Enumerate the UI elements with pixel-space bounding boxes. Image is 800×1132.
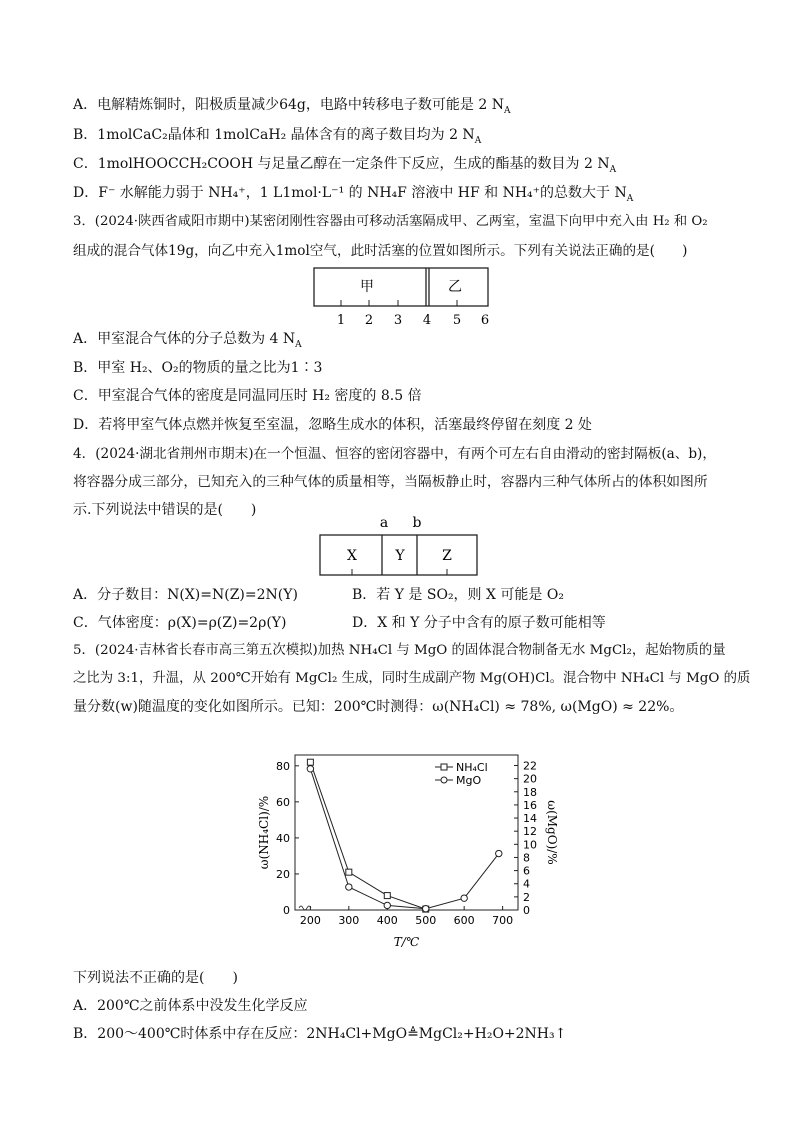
q3-stem-line1: 3．(2024·陕西省咸阳市期中)某密闭刚性容器由可移动活塞隔成甲、乙两室，室温下向甲中充入由 H₂ 和 O₂ [73, 214, 708, 229]
q4-option-a: A．分子数目：N(X)=N(Z)=2N(Y) [73, 587, 298, 603]
q5-option-a: A．200℃之前体系中没发生化学反应 [73, 998, 308, 1014]
q2-option-b: B．1molCaC₂晶体和 1molCaH₂ 晶体含有的离子数目均为 2 $N_A$ [73, 127, 482, 146]
y-right-tick-label: 10 [523, 838, 537, 852]
y-right-tick-label: 12 [523, 825, 537, 839]
x-tick-label: 700 [492, 914, 514, 927]
q4-stem-line1: 4．(2024·湖北省荆州市期末)在一个恒温、恒容的密闭容器中，有两个可左右自由滑动的密封隔板(a、b)， [73, 446, 716, 462]
q3-option-b: B．甲室 H₂、O₂的物质的量之比为1∶3 [73, 360, 323, 376]
q3-option-c: C．甲室混合气体的密度是同温同压时 H₂ 密度的 8.5 倍 [73, 388, 422, 404]
scale-tick-1: 1 [336, 313, 346, 328]
q5-question: 下列说法不正确的是( ) [73, 970, 238, 986]
x-tick-label: 300 [338, 914, 360, 927]
legend-square-marker [441, 764, 447, 770]
q3-option-d: D．若将甲室气体点燃并恢复至室温，忽略生成水的体积，活塞最终停留在刻度 2 处 [73, 417, 593, 433]
scale-tick-3: 3 [393, 313, 403, 328]
y-left-tick-label: 20 [276, 867, 290, 881]
chamber-yi-label: 乙 [448, 279, 462, 295]
mgo-data-point [461, 895, 467, 901]
nh4cl-data-point [307, 759, 313, 765]
scale-tick-2: 2 [364, 313, 374, 328]
axis-break-mark [299, 906, 311, 910]
y-right-tick-label: 16 [523, 798, 537, 812]
y-left-tick-label: 80 [276, 759, 290, 773]
nh4cl-data-point [346, 869, 352, 875]
partition-b-label: b [412, 515, 422, 531]
scale-tick-4: 4 [422, 313, 432, 328]
chamber-jia-label: 甲 [360, 279, 374, 295]
q4-option-d: D．X 和 Y 分子中含有的原子数可能相等 [352, 615, 606, 631]
y-right-tick-label: 18 [523, 785, 537, 799]
mgo-data-point [384, 902, 390, 908]
y-right-tick-label: 8 [523, 851, 530, 865]
q4-stem-line3: 示.下列说法中错误的是( ) [73, 502, 257, 518]
y-right-tick-label: 20 [523, 772, 537, 786]
x-tick-label: 600 [453, 914, 475, 927]
x-axis-label: T/℃ [393, 935, 420, 949]
legend-entry: MgO [456, 774, 482, 787]
y-right-tick-label: 2 [523, 890, 530, 904]
y-right-axis-label: ω(MgO)/% [545, 800, 559, 865]
y-right-tick-label: 22 [523, 759, 537, 773]
scale-tick-6: 6 [480, 313, 490, 328]
q4-option-c: C．气体密度：ρ(X)=ρ(Z)=2ρ(Y) [73, 615, 287, 631]
y-left-axis-label: ω(NH₄Cl)/% [257, 795, 271, 870]
legend-entry: NH₄Cl [456, 761, 488, 774]
q3-stem-line2: 组成的混合气体19g，向乙中充入1mol空气，此时活塞的位置如图所示。下列有关说法正确的是( ) [73, 243, 688, 259]
plot-frame [295, 755, 518, 910]
q2-option-d: D．F⁻ 水解能力弱于 NH₄⁺，1 L1mol·L⁻¹ 的 NH₄F 溶液中 HF 和 NH₄⁺的总数大于 $N_A$ [73, 185, 634, 204]
nh4cl-data-point [384, 893, 390, 899]
y-right-tick-label: 4 [523, 877, 530, 891]
q2-option-a: A．电解精炼铜时，阳极质量减少64g，电路中转移电子数可能是 2 $N_A$ [73, 97, 511, 116]
legend-circle-marker [441, 777, 447, 783]
q5-stem-line3: 量分数(w)随温度的变化如图所示。已知：200℃时测得：ω(NH₄Cl) ≈ 78%, ω(MgO) ≈ 22%。 [73, 699, 684, 715]
mgo-data-point [496, 850, 502, 856]
q5-option-b: B．200～400℃时体系中存在反应：2NH₄Cl+MgO≜MgCl₂+H₂O+2NH₃↑ [73, 1026, 567, 1042]
q3-option-a: A．甲室混合气体的分子总数为 4 $N_A$ [73, 331, 302, 350]
scale-tick-5: 5 [452, 313, 462, 328]
q4-partition-figure [312, 510, 487, 582]
y-right-tick-label: 0 [523, 904, 530, 917]
partition-a-label: a [379, 515, 389, 531]
y-left-tick-label: 60 [276, 795, 290, 809]
gas-z-label: Z [442, 548, 452, 564]
x-tick-label: 400 [376, 914, 398, 927]
q4-stem-line2: 将容器分成三部分，已知充入的三种气体的质量相等，当隔板静止时，容器内三种气体所占的体积如图所 [73, 474, 708, 490]
y-right-tick-label: 6 [523, 864, 530, 878]
gas-y-label: Y [395, 548, 405, 564]
y-left-tick-label: 0 [283, 904, 290, 917]
mgo-data-point [346, 884, 352, 890]
temperature-mass-fraction-chart [250, 745, 570, 957]
x-tick-label: 500 [415, 914, 437, 927]
series-line-square [310, 762, 425, 909]
y-right-tick-label: 14 [523, 812, 537, 826]
gas-x-label: X [347, 548, 357, 564]
series-line-circle [310, 769, 498, 909]
q5-stem-line2: 之比为 3:1，升温，从 200℃开始有 MgCl₂ 生成，同时生成副产物 Mg(OH)Cl。混合物中 NH₄Cl 与 MgO 的质 [73, 671, 751, 686]
y-left-tick-label: 40 [276, 831, 290, 845]
q2-option-c: C．1molHOOCCH₂COOH 与足量乙醇在一定条件下反应，生成的酯基的数目为 2 $N_A$ [73, 156, 617, 175]
q3-piston-figure [300, 262, 510, 330]
q5-stem-line1: 5．(2024·吉林省长春市高三第五次模拟)加热 NH₄Cl 与 MgO 的固体混合物制备无水 MgCl₂，起始物质的量 [73, 643, 726, 658]
q4-option-b: B．若 Y 是 SO₂，则 X 可能是 O₂ [352, 587, 564, 603]
mgo-data-point [423, 905, 429, 911]
mgo-data-point [307, 766, 313, 772]
x-tick-label: 200 [299, 914, 321, 927]
